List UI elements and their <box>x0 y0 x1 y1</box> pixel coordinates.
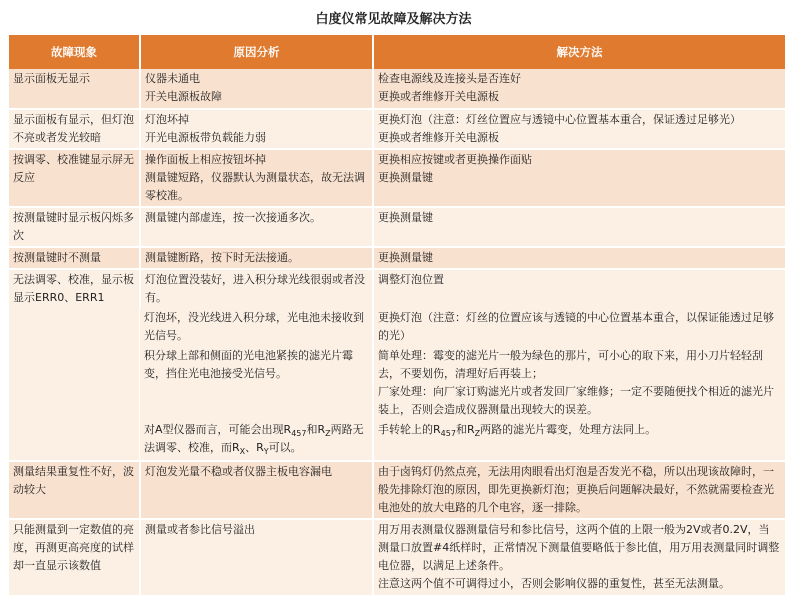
cause-cell: 测量或者参比信号溢出 <box>140 519 373 595</box>
solution-text: 用万用表测量仪器测量信号和参比信号，这两个值的上限一般为2V或者0.2V，当测量口放置#4纸样时，正常情况下测量值要略低于参比值，用万用表测量同时调整电位器，以满足上述条件。 <box>378 523 780 572</box>
cause-text: 灯泡坏掉 <box>145 113 189 126</box>
symptom-cell: 无法调零、校准，显示板显示ERR0、ERR1 <box>9 269 140 461</box>
cause-cell: 测量键内部虚连，按一次接通多次。 <box>140 207 373 247</box>
symptom-cell: 按测量键时显示板闪烁多次 <box>9 207 140 247</box>
table-row <box>9 247 785 269</box>
solution-text: 注意这两个值不可调得过小，否则会影响仪器的重复性，甚至无法测量。 <box>378 577 730 590</box>
header-cause: 原因分析 <box>140 35 373 69</box>
header-symptom: 故障现象 <box>9 35 140 69</box>
cause-cell <box>140 149 373 207</box>
cause-cell: 积分球上部和侧面的光电池紧挨的滤光片霉变，挡住光电池接受光信号。 <box>140 346 373 420</box>
cause-cell: 灯泡坏，没光线进入积分球，光电池未接收到光信号。 <box>140 308 373 346</box>
table-row <box>9 519 785 595</box>
solution-text: 更换灯泡（注意：灯丝位置应与透镜中心位置基本重合，保证透过足够光） <box>378 113 741 126</box>
solution-cell <box>373 149 785 207</box>
table-row <box>9 149 785 207</box>
cause-cell: 灯泡位置没装好，进入积分球光线很弱或者没有。 <box>140 269 373 308</box>
solution-cell: 更换灯泡（注意：灯丝的位置应该与透镜的中心位置基本重合，以保证能透过足够的光） <box>373 308 785 346</box>
table-row <box>9 461 785 519</box>
table-row <box>9 109 785 149</box>
symptom-cell: 显示面板有显示，但灯泡不亮或者发光较暗 <box>9 109 140 149</box>
solution-text: 更换或者维修开关电源板 <box>378 131 499 144</box>
solution-cell: 更换测量键 <box>373 247 785 269</box>
solution-text: 检查电源线及连接头是否连好 <box>378 72 521 85</box>
solution-cell: 由于卤钨灯仍然点亮，无法用肉眼看出灯泡是否发光不稳，所以出现该故障时，一般先排除灯泡的原因，即先更换新灯泡；更换后问题解决最好，不然就需要检查光电池处的放大电路的几个电容，逐一排除。 <box>373 461 785 519</box>
cause-cell: 对A型仪器而言，可能会出现$R_{457}$和$R_Z$两路无法调零、校准，而$R_X$、$R_Y$可以。 <box>140 420 373 461</box>
solution-cell: 更换测量键 <box>373 207 785 247</box>
table-header-row <box>9 35 785 69</box>
cause-text: 开光电源板带负载能力弱 <box>145 131 266 144</box>
solution-cell: 手转轮上的$R_{457}$和$R_Z$两路的滤光片霉变，处理方法同上。 <box>373 420 785 461</box>
symptom-cell: 显示面板无显示 <box>9 69 140 109</box>
cause-text: 操作面板上相应按钮坏掉 <box>145 153 266 166</box>
solution-text: 更换相应按键或者更换操作面贴 <box>378 153 532 166</box>
cause-cell: 测量键断路，按下时无法接通。 <box>140 247 373 269</box>
cause-cell <box>140 109 373 149</box>
solution-text: 更换测量键 <box>378 171 433 184</box>
fault-table <box>9 35 785 595</box>
table-row <box>9 69 785 109</box>
cause-cell: 灯泡发光量不稳或者仪器主板电容漏电 <box>140 461 373 519</box>
solution-cell: 调整灯泡位置 <box>373 269 785 308</box>
symptom-cell: 只能测量到一定数值的亮度，再测更高亮度的试样却一直显示该数值 <box>9 519 140 595</box>
solution-text: 厂家处理：向厂家订购滤光片或者发回厂家维修；一定不要随便找个相近的滤光片装上，否则会造成仪器测量出现较大的误差。 <box>378 385 774 416</box>
cause-text: 开关电源板故障 <box>145 90 222 103</box>
cause-text: 仪器未通电 <box>145 72 200 85</box>
solution-cell <box>373 346 785 420</box>
solution-text: 简单处理：霉变的滤光片一般为绿色的那片，可小心的取下来，用小刀片轻轻刮去，不要划伤，清理好后再装上； <box>378 349 763 380</box>
cause-cell <box>140 69 373 109</box>
table-row <box>9 269 785 308</box>
solution-cell <box>373 69 785 109</box>
symptom-cell: 按测量键时不测量 <box>9 247 140 269</box>
symptom-cell: 按调零、校准键显示屏无反应 <box>9 149 140 207</box>
table-row <box>9 207 785 247</box>
header-solution: 解决方法 <box>373 35 785 69</box>
solution-text: 更换或者维修开关电源板 <box>378 90 499 103</box>
page-title: 白度仪常见故障及解决方法 <box>315 12 472 27</box>
cause-text: 测量键短路，仪器默认为测量状态，故无法调零校准。 <box>145 171 365 202</box>
solution-cell <box>373 519 785 595</box>
solution-cell <box>373 109 785 149</box>
symptom-cell: 测量结果重复性不好，波动较大 <box>9 461 140 519</box>
